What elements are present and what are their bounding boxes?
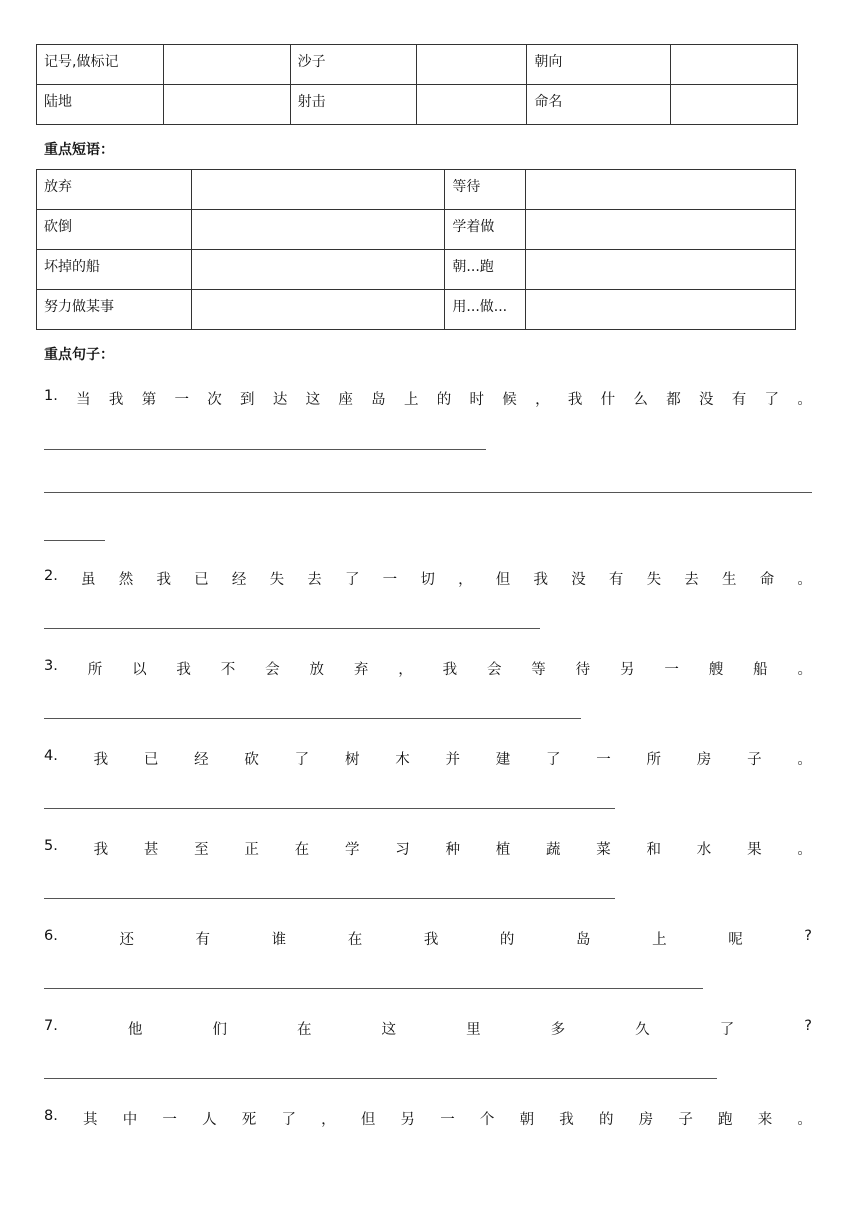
sentence-6: 6. 还 有 谁 在 我 的 岛 上 呢 ? <box>44 928 812 948</box>
phrase-answer-cell[interactable] <box>191 250 445 290</box>
vocab-answer-cell[interactable] <box>163 45 290 85</box>
phrase-cell: 努力做某事 <box>37 290 192 330</box>
answer-line[interactable] <box>44 988 703 989</box>
phrase-cell: 等待 <box>445 170 526 210</box>
table-row <box>37 170 796 210</box>
phrases-table <box>36 169 796 330</box>
answer-line[interactable] <box>44 449 486 450</box>
phrase-cell: 用...做... <box>445 290 526 330</box>
vocab-cell: 陆地 <box>37 85 164 125</box>
sentence-1: 1. 当 我 第 一 次 到 达 这 座 岛 上 的 时 候 ， 我 什 么 都 没 有 了 。 <box>44 388 812 408</box>
phrase-answer-cell[interactable] <box>191 290 445 330</box>
sentence-7: 7. 他 们 在 这 里 多 久 了 ? <box>44 1018 812 1038</box>
vocab-cell: 命名 <box>527 85 671 125</box>
table-row <box>37 250 796 290</box>
vocab-table <box>36 44 798 125</box>
phrase-answer-cell[interactable] <box>191 170 445 210</box>
sentence-4: 4. 我 已 经 砍 了 树 木 并 建 了 一 所 房 子 。 <box>44 748 812 768</box>
phrase-answer-cell[interactable] <box>526 290 796 330</box>
sentences-heading: 重点句子： <box>44 347 114 363</box>
vocab-answer-cell[interactable] <box>417 85 527 125</box>
sentence-3: 3. 所 以 我 不 会 放 弃 ， 我 会 等 待 另 一 艘 船 。 <box>44 658 812 678</box>
answer-line[interactable] <box>44 628 540 629</box>
phrase-cell: 放弃 <box>37 170 192 210</box>
phrase-cell: 坏掉的船 <box>37 250 192 290</box>
phrases-heading: 重点短语： <box>44 142 114 158</box>
phrase-answer-cell[interactable] <box>526 250 796 290</box>
table-row <box>37 210 796 250</box>
vocab-cell: 射击 <box>290 85 417 125</box>
answer-line[interactable] <box>44 1078 717 1079</box>
vocab-cell: 记号,做标记 <box>37 45 164 85</box>
answer-line[interactable] <box>44 540 105 541</box>
vocab-cell: 沙子 <box>290 45 417 85</box>
phrase-cell: 学着做 <box>445 210 526 250</box>
vocab-answer-cell[interactable] <box>417 45 527 85</box>
answer-line[interactable] <box>44 492 812 493</box>
vocab-answer-cell[interactable] <box>163 85 290 125</box>
sentence-5: 5. 我 甚 至 正 在 学 习 种 植 蔬 菜 和 水 果 。 <box>44 838 812 858</box>
vocab-cell: 朝向 <box>527 45 671 85</box>
sentence-8: 8. 其 中 一 人 死 了 ， 但 另 一 个 朝 我 的 房 子 跑 来 。 <box>44 1108 812 1128</box>
table-row <box>37 290 796 330</box>
answer-line[interactable] <box>44 898 615 899</box>
phrase-cell: 砍倒 <box>37 210 192 250</box>
vocab-answer-cell[interactable] <box>671 85 798 125</box>
vocab-answer-cell[interactable] <box>671 45 798 85</box>
table-row <box>37 45 798 85</box>
phrase-answer-cell[interactable] <box>526 210 796 250</box>
answer-line[interactable] <box>44 718 581 719</box>
phrase-answer-cell[interactable] <box>526 170 796 210</box>
answer-line[interactable] <box>44 808 615 809</box>
sentence-2: 2. 虽 然 我 已 经 失 去 了 一 切 ， 但 我 没 有 失 去 生 命 。 <box>44 568 812 588</box>
phrase-answer-cell[interactable] <box>191 210 445 250</box>
phrase-cell: 朝...跑 <box>445 250 526 290</box>
table-row <box>37 85 798 125</box>
